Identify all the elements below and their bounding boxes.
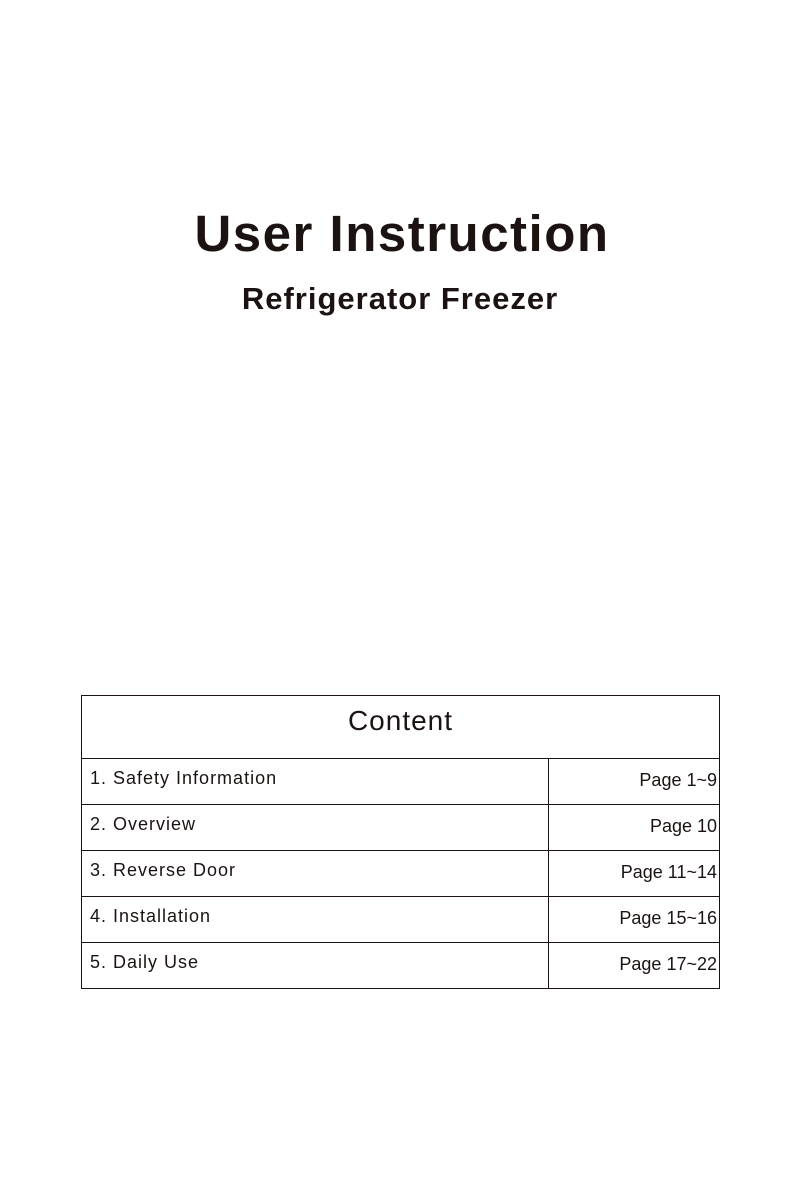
document-subtitle: Refrigerator Freezer [241,281,559,316]
toc-page-range: Page 15~16 [619,908,717,928]
document-title: User Instruction [194,205,610,262]
table-of-contents [81,695,720,989]
toc-page-range: Page 11~14 [620,862,717,882]
toc-page-range: Page 10 [649,816,717,836]
toc-row-daily-use [82,943,719,988]
toc-row-overview [82,805,719,851]
toc-heading: Content [82,696,719,759]
toc-row-installation [82,897,719,943]
toc-row-safety-information [82,759,719,805]
toc-item-label: 5. Daily Use [82,943,549,988]
toc-page-range: Page 17~22 [619,954,717,974]
toc-item-label: 3. Reverse Door [82,851,549,896]
toc-item-label: 4. Installation [82,897,549,942]
toc-item-label: 1. Safety Information [82,759,549,804]
toc-row-reverse-door [82,851,719,897]
toc-page-range: Page 1~9 [639,770,717,790]
toc-item-label: 2. Overview [82,805,549,850]
